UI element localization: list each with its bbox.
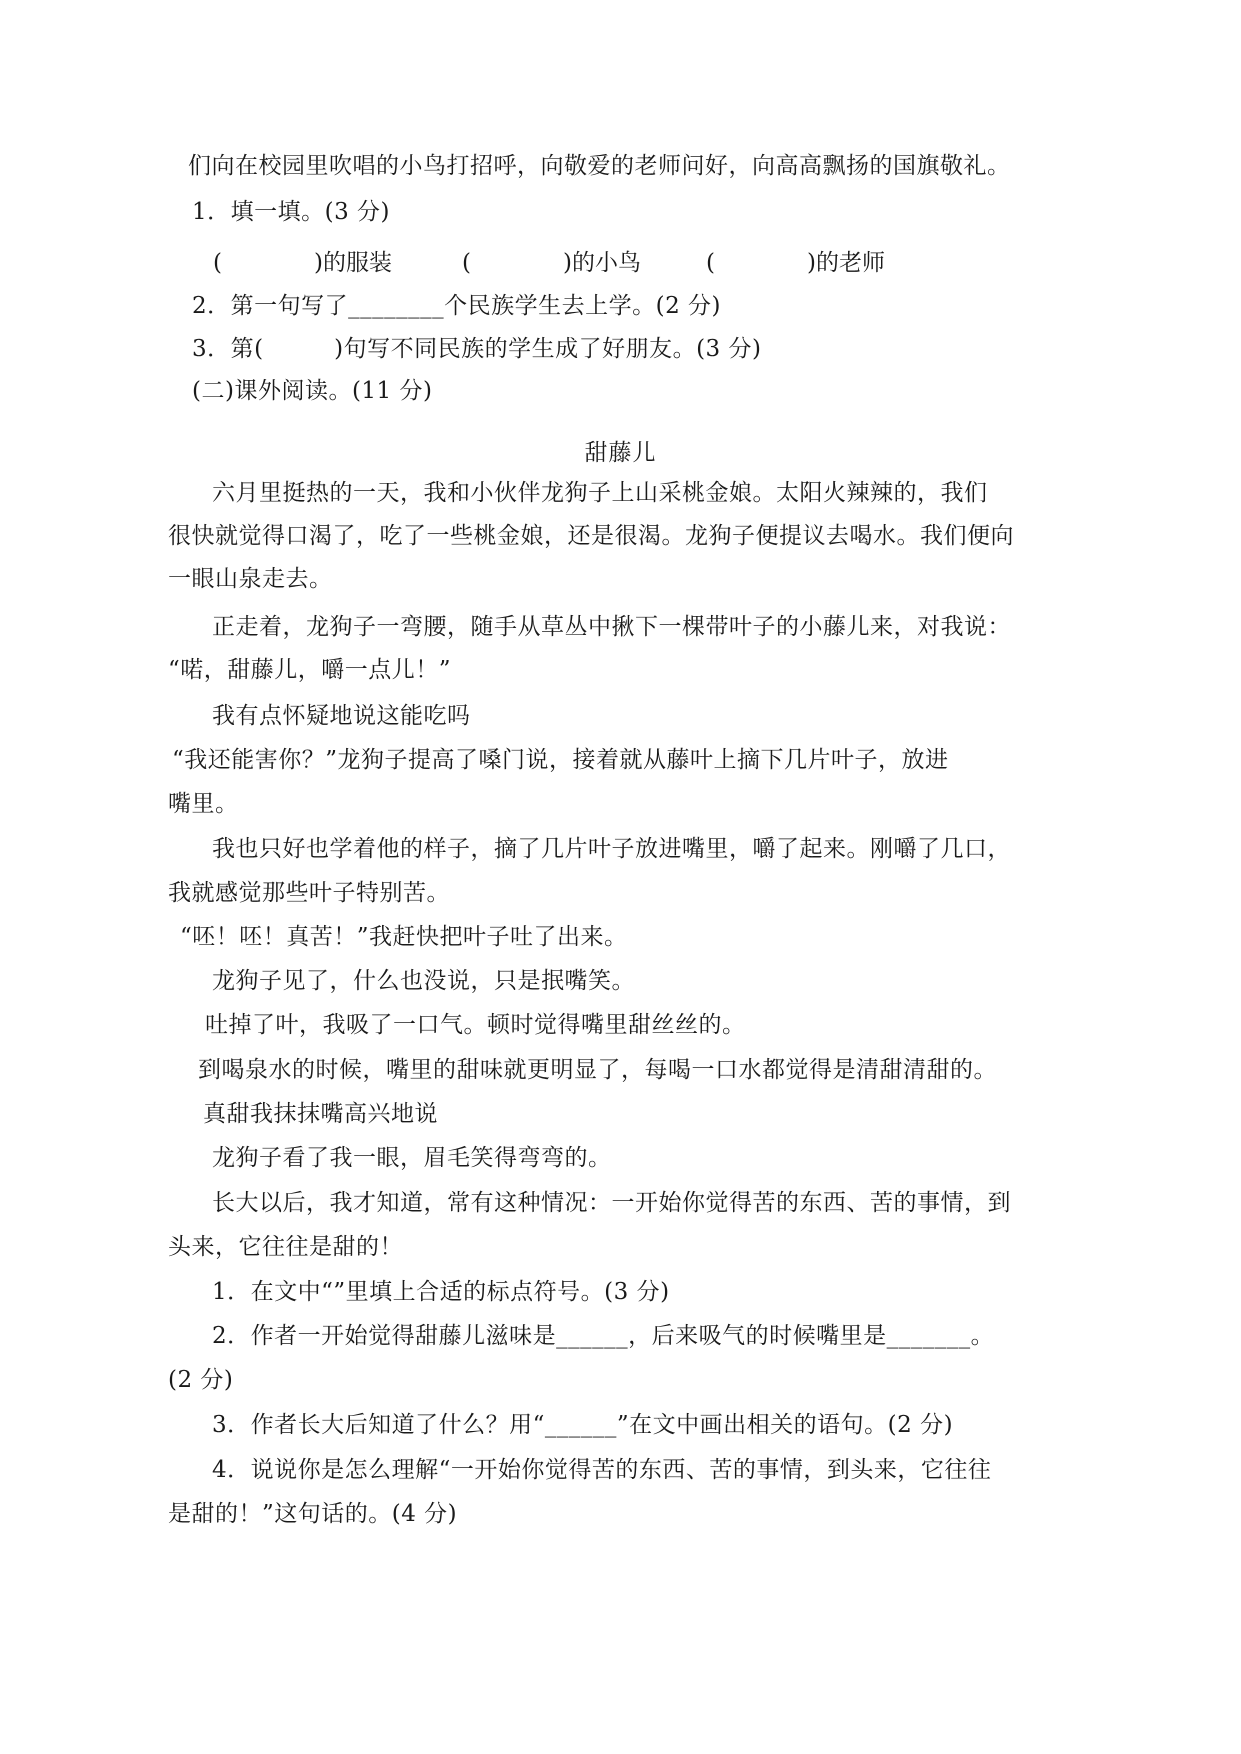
question-4-continuation: 是甜的！”这句话的。(4 分): [168, 1501, 458, 1527]
story-line: 嘴里。: [168, 791, 239, 817]
story-line: 我有点怀疑地说这能吃吗: [212, 703, 471, 729]
story-line: 龙狗子见了，什么也没说，只是抿嘴笑。: [212, 968, 635, 994]
question-3-underline: 3．作者长大后知道了什么？用“______”在文中画出相关的语句。(2 分): [212, 1412, 954, 1438]
story-line: 头来，它往往是甜的！: [168, 1234, 403, 1260]
story-line: 到喝泉水的时候，嘴里的甜味就更明显了，每喝一口水都觉得是清甜清甜的。: [198, 1057, 997, 1083]
story-line: 六月里挺热的一天，我和小伙伴龙狗子上山采桃金娘。太阳火辣辣的，我们: [212, 480, 988, 506]
story-line: 真甜我抹抹嘴高兴地说: [203, 1101, 438, 1127]
story-line: 我也只好也学着他的样子，摘了几片叶子放进嘴里，嚼了起来。刚嚼了几口，: [212, 836, 1011, 862]
question-2-score: (2 分): [168, 1367, 234, 1393]
story-line: 正走着，龙狗子一弯腰，随手从草丛中揪下一棵带叶子的小藤儿来，对我说：: [212, 614, 1011, 640]
blank-clothing: ( )的服装: [213, 250, 392, 276]
story-line: 龙狗子看了我一眼，眉毛笑得弯弯的。: [212, 1145, 612, 1171]
story-line: 一眼山泉走去。: [168, 566, 333, 592]
story-line: 吐掉了叶，我吸了一口气。顿时觉得嘴里甜丝丝的。: [205, 1012, 746, 1038]
question-1-punctuation: 1．在文中“”里填上合适的标点符号。(3 分): [212, 1279, 670, 1305]
story-line: “喏，甜藤儿，嚼一点儿！”: [168, 657, 452, 683]
question-2-count: 2．第一句写了________个民族学生去上学。(2 分): [192, 293, 722, 319]
story-line: 我就感觉那些叶子特别苦。: [168, 880, 450, 906]
story-line: 很快就觉得口渴了，吃了一些桃金娘，还是很渴。龙狗子便提议去喝水。我们便向: [168, 523, 1014, 549]
passage-closing-line: 们向在校园里吹唱的小鸟打招呼，向敬爱的老师问好，向高高飘扬的国旗敬礼。: [188, 153, 1011, 179]
section-2-heading: (二)课外阅读。(11 分): [192, 378, 433, 404]
question-3-sentence: 3．第( )句写不同民族的学生成了好朋友。(3 分): [192, 336, 762, 362]
question-1-fill-in: 1．填一填。(3 分): [192, 199, 391, 225]
story-title: 甜藤儿: [584, 440, 657, 466]
blank-teacher: ( )的老师: [706, 250, 885, 276]
story-line: 长大以后，我才知道，常有这种情况：一开始你觉得苦的东西、苦的事情，到: [212, 1190, 1011, 1216]
blank-bird: ( )的小鸟: [462, 250, 641, 276]
story-line: “呸！呸！真苦！”我赶快把叶子吐了出来。: [180, 924, 628, 950]
question-4-understanding: 4．说说你是怎么理解“一开始你觉得苦的东西、苦的事情，到头来，它往往: [212, 1457, 992, 1483]
question-2-taste: 2．作者一开始觉得甜藤儿滋味是______，后来吸气的时候嘴里是_______。: [212, 1323, 995, 1349]
story-line: “我还能害你？”龙狗子提高了嗓门说，接着就从藤叶上摘下几片叶子，放进: [172, 747, 949, 773]
